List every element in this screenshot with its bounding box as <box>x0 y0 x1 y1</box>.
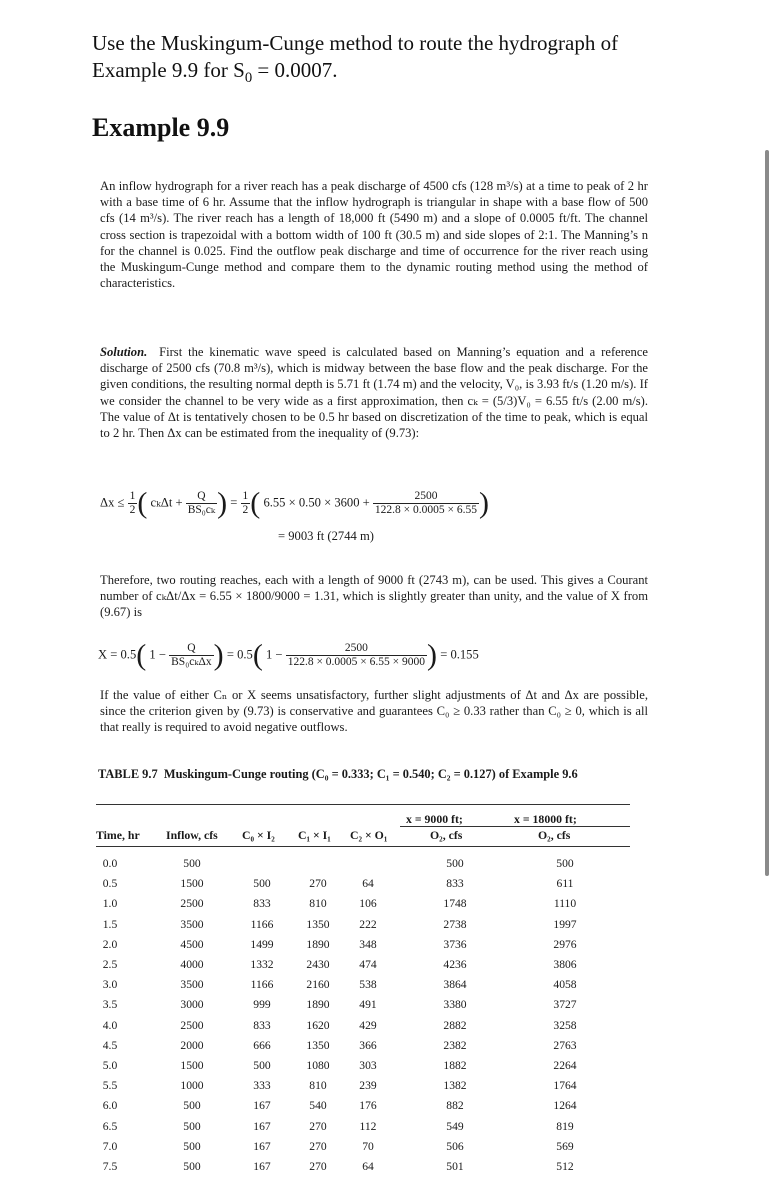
solution-label: Solution. <box>100 345 148 359</box>
cell-inflow: 1000 <box>180 1079 204 1093</box>
cell-o2-18000: 1997 <box>553 917 577 931</box>
cell-o2-9000: 500 <box>446 857 464 870</box>
table-caption-text: Muskingum-Cunge routing (C₀ = 0.333; C₁ = 0.540; C₂ = 0.127) of Example 9.6 <box>163 767 578 781</box>
example-heading: Example 9.9 <box>92 113 230 142</box>
problem-statement: An inflow hydrograph for a river reach has a peak discharge of 4500 cfs (128 m³/s) at a time to peak of 2 hr with a base time of 6 hr. Assume that the inflow hydrograph is triangular in shape with a base flow of 500 cfs (14 m³/s). The river reach has a length of 18,000 ft (5490 m) and a slope of 0.0005 ft/ft. The channel cross section is trapezoidal with a bottom width of 100 ft (30.5 m) and side slopes of 2:1. The Manning’s n for the channel is 0.025. Find the outflow peak discharge and time of occurrence for the river reach using the Muskingum-Cunge method and compare them to the dynamic routing method using the method of characteristics. <box>100 179 648 291</box>
cell-c1i1: 810 <box>309 1079 327 1093</box>
cell-inflow: 1500 <box>180 877 204 891</box>
cell-o2-9000: 833 <box>446 877 464 891</box>
cell-o2-18000: 3727 <box>553 998 577 1012</box>
cell-inflow: 2500 <box>180 1018 204 1032</box>
cell-o2-9000: 1882 <box>443 1059 467 1072</box>
question-line-2: Example 9.9 for $S_0 = 0.0007$. <box>92 58 338 87</box>
cell-time: 2.0 <box>102 937 118 951</box>
cell-c0i2: 167 <box>253 1119 271 1133</box>
cell-inflow: 500 <box>183 1160 201 1173</box>
cell-o2-9000: 1382 <box>443 1079 467 1093</box>
cell-c1i1: 1350 <box>306 1038 330 1052</box>
cell-time: 3.0 <box>102 978 118 992</box>
table-header-rule <box>96 846 630 847</box>
cell-c1i1: 2160 <box>306 978 330 992</box>
cell-o2-9000: 3380 <box>443 998 467 1012</box>
cell-inflow: 1500 <box>180 1059 204 1072</box>
cell-o2-9000: 506 <box>446 1139 464 1153</box>
adjustment-paragraph: If the value of either Cₙ or X seems unsatisfactory, further slight adjustments of Δt and Δx are possible, since the criterion given by (9.73) is conservative and guarantees C₀ ≥ 0.33 rather than C₀ ≥ 0, which is all that really is required to avoid negative outflows. <box>100 688 648 735</box>
cell-o2-18000: 1110 <box>553 897 577 911</box>
cell-c2o1: 474 <box>359 958 377 971</box>
cell-inflow: 4000 <box>180 958 204 971</box>
solution-text: First the kinematic wave speed is calculated based on Manning’s equation and a reference discharge of 2500 cfs (70.8 m³/s), which is midway between the base flow and the peak discharge. For the given conditions, the resulting normal depth is 5.71 ft (1.74 m) and the velocity, V₀, is 3.93 ft/s (1.20 m/s). If we consider the channel to be very wide as a first approximation, then cₖ = (5/3)V₀ = 6.55 ft/s (2.00 m/s). The value of Δt is tentatively chosen to be 0.5 hr based on discretization of the time to peak, which is equal to 2 hr. Then Δx can be estimated from the inequality of (9.73): <box>100 345 649 441</box>
cell-c0i2: 333 <box>253 1079 271 1093</box>
cell-c0i2: 167 <box>253 1139 271 1153</box>
cell-o2-9000: 3736 <box>443 937 467 951</box>
cell-c1i1: 540 <box>309 1099 327 1113</box>
cell-c1i1: 810 <box>309 897 327 911</box>
equation-dx-inequality: Δx ≤ $\frac{1}{2}$ ( cₖΔt + $\frac{Q}{\text{BS₀cₖ}}$ ) = $\frac{1}{2}$ ( 6.55 × 0.50 × 3600 + $\frac{2500}{122.8 \times 0.0005 \times 6.55}$ ) = 9003 ft (2744 m) <box>100 486 490 543</box>
cell-c1i1: 270 <box>309 877 327 891</box>
solution-paragraph <box>100 344 648 441</box>
cell-o2-9000: 2738 <box>443 917 467 931</box>
cell-time: 6.5 <box>102 1119 118 1133</box>
cell-o2-9000: 4236 <box>443 958 467 971</box>
cell-o2-18000: 611 <box>556 877 574 891</box>
header-x9000-top: x = 9000 ft; <box>406 812 463 826</box>
cell-time: 4.5 <box>102 1038 118 1052</box>
header-x9000-bottom: O₂, cfs <box>430 828 463 842</box>
cell-o2-18000: 512 <box>556 1160 574 1173</box>
cell-inflow: 500 <box>183 1119 201 1133</box>
header-x18000-bottom: O₂, cfs <box>538 828 571 842</box>
cell-c0i2: 500 <box>253 877 271 891</box>
cell-c0i2: 1166 <box>250 917 274 931</box>
cell-c1i1: 270 <box>309 1119 327 1133</box>
cell-time: 4.0 <box>102 1018 118 1032</box>
cell-inflow: 2000 <box>180 1038 204 1052</box>
table-caption <box>98 767 638 783</box>
cell-c1i1: 1890 <box>306 937 330 951</box>
cell-time: 2.5 <box>102 958 118 971</box>
cell-c2o1: 176 <box>359 1099 377 1113</box>
cell-time: 0.5 <box>102 877 118 891</box>
cell-c2o1: 112 <box>359 1119 377 1133</box>
cell-c2o1: 366 <box>359 1038 377 1052</box>
cell-c1i1: 1890 <box>306 998 330 1012</box>
cell-o2-9000: 501 <box>446 1160 464 1173</box>
cell-o2-9000: 549 <box>446 1119 464 1133</box>
table-label: TABLE 9.7 <box>98 767 158 781</box>
cell-c1i1: 1350 <box>306 917 330 931</box>
cell-o2-18000: 2976 <box>553 937 577 951</box>
cell-o2-18000: 819 <box>556 1119 574 1133</box>
cell-o2-9000: 1748 <box>443 897 467 911</box>
cell-c2o1: 70 <box>362 1139 374 1153</box>
header-c2o1: C₂ × O₁ <box>350 828 388 842</box>
cell-time: 7.0 <box>102 1139 118 1153</box>
cell-c2o1: 491 <box>359 998 377 1012</box>
therefore-paragraph: Therefore, two routing reaches, each with a length of 9000 ft (2743 m), can be used. This gives a Courant number of cₖΔt/Δx = 6.55 × 1800/9000 = 1.31, which is slightly greater than unity, and the value of X from (9.67) is <box>100 573 648 620</box>
question-line-1: Use the Muskingum-Cunge method to route the hydrograph of <box>92 31 619 55</box>
cell-c2o1: 239 <box>359 1079 377 1093</box>
cell-c2o1: 429 <box>359 1018 377 1032</box>
cell-c2o1: 106 <box>359 897 377 911</box>
question-text <box>92 30 712 92</box>
cell-inflow: 3500 <box>180 978 204 992</box>
cell-inflow: 500 <box>183 1099 201 1113</box>
cell-c2o1: 348 <box>359 937 377 951</box>
cell-c0i2: 999 <box>253 998 271 1012</box>
cell-inflow: 4500 <box>180 937 204 951</box>
cell-c2o1: 538 <box>359 978 377 992</box>
cell-c0i2: 1166 <box>250 978 274 992</box>
equation-result: = 9003 ft (2744 m) <box>278 529 374 543</box>
cell-c2o1: 64 <box>362 1160 374 1173</box>
cell-o2-18000: 2264 <box>553 1059 577 1072</box>
cell-o2-9000: 2882 <box>443 1018 467 1032</box>
cell-o2-18000: 1264 <box>553 1099 577 1113</box>
cell-o2-18000: 569 <box>556 1139 574 1153</box>
header-inflow: Inflow, cfs <box>166 828 218 842</box>
header-c1i1: C₁ × I₁ <box>298 828 331 842</box>
cell-o2-18000: 3806 <box>553 958 577 971</box>
header-time: Time, hr <box>96 828 140 842</box>
cell-time: 6.0 <box>102 1099 118 1113</box>
cell-time: 0.0 <box>102 857 118 870</box>
cell-o2-9000: 2382 <box>443 1038 467 1052</box>
cell-c0i2: 167 <box>253 1099 271 1113</box>
header-x18000-top: x = 18000 ft; <box>514 812 577 826</box>
cell-c1i1: 1080 <box>306 1059 330 1072</box>
cell-c2o1: 303 <box>359 1059 377 1072</box>
cell-inflow: 500 <box>183 1139 201 1153</box>
cell-c1i1: 2430 <box>306 958 330 971</box>
cell-time: 1.5 <box>102 917 118 931</box>
cell-o2-18000: 4058 <box>553 978 577 992</box>
cell-c2o1: 222 <box>359 917 377 931</box>
cell-o2-9000: 3864 <box>443 978 467 992</box>
cell-c1i1: 270 <box>309 1160 327 1173</box>
cell-inflow: 2500 <box>180 897 204 911</box>
cell-time: 7.5 <box>102 1160 118 1173</box>
equation-x-value: X = 0.5( 1 − $\frac{Q}{\text{BS₀cₖΔx}}$ ) = 0.5( 1 − $\frac{2500}{122.8 \times 0.0005 \times 6.55 \times 9000}$ ) = 0.155 <box>98 638 479 672</box>
cell-o2-18000: 2763 <box>553 1038 577 1052</box>
scrollbar-thumb[interactable] <box>765 150 769 876</box>
cell-time: 5.5 <box>102 1079 118 1093</box>
cell-inflow: 3000 <box>180 998 204 1012</box>
cell-c0i2: 167 <box>253 1160 271 1173</box>
cell-c0i2: 500 <box>253 1059 271 1072</box>
cell-o2-18000: 500 <box>556 857 574 870</box>
cell-c2o1: 64 <box>362 877 374 891</box>
cell-c0i2: 833 <box>253 897 271 911</box>
cell-c0i2: 666 <box>253 1038 271 1052</box>
cell-o2-18000: 3258 <box>553 1018 577 1032</box>
cell-o2-9000: 882 <box>446 1099 464 1113</box>
cell-c0i2: 1332 <box>250 958 274 971</box>
cell-inflow: 500 <box>183 857 201 870</box>
header-c0i2: C₀ × I₂ <box>242 828 275 842</box>
table-group-rule <box>400 826 630 827</box>
cell-o2-18000: 1764 <box>553 1079 577 1093</box>
cell-c1i1: 1620 <box>306 1018 330 1032</box>
cell-c0i2: 833 <box>253 1018 271 1032</box>
table-top-rule <box>96 804 630 805</box>
cell-c0i2: 1499 <box>250 937 274 951</box>
cell-inflow: 3500 <box>180 917 204 931</box>
cell-time: 1.0 <box>102 897 118 911</box>
cell-time: 3.5 <box>102 998 118 1012</box>
cell-time: 5.0 <box>102 1059 118 1072</box>
cell-c1i1: 270 <box>309 1139 327 1153</box>
